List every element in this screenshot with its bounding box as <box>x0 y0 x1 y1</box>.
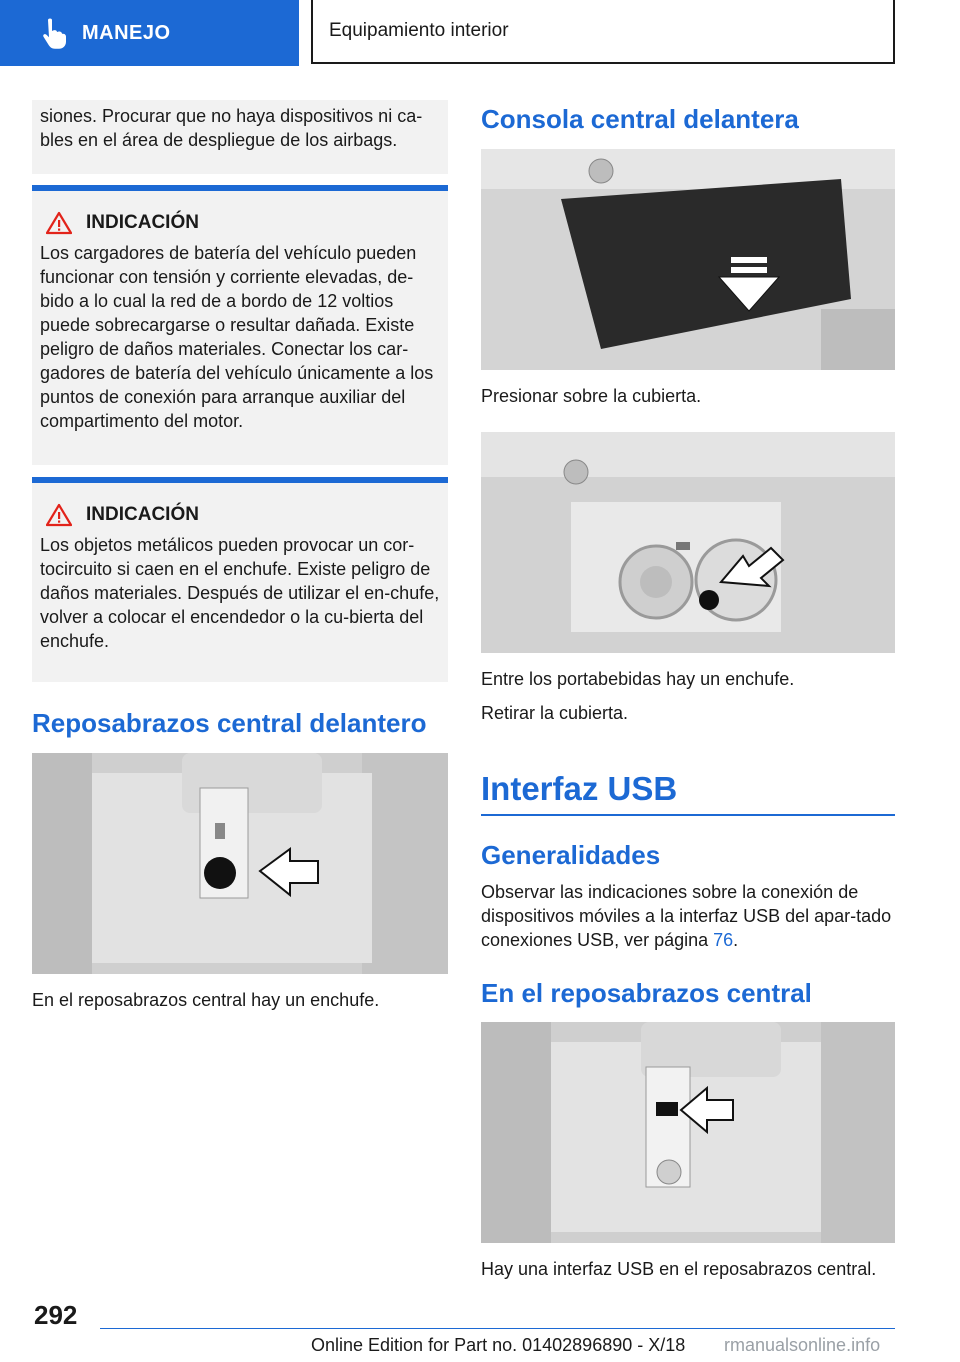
hand-pointer-icon <box>36 16 70 50</box>
usb-armrest-image <box>481 1022 895 1243</box>
chapter-heading: Interfaz USB <box>481 770 678 807</box>
armrest-socket-image <box>32 753 448 974</box>
chapter-title: Equipamiento interior <box>329 20 509 41</box>
notice-bar <box>32 185 448 191</box>
subsection-heading: Generalidades <box>481 840 661 870</box>
warning-icon <box>46 211 72 235</box>
console-socket-illustration <box>481 432 895 653</box>
notice-title-text: INDICACIÓN <box>86 212 199 233</box>
section-tab[interactable] <box>0 0 299 66</box>
general-text-body: Observar las indicaciones sobre la conexión de dispositivos móviles a la interfaz USB del apar-tado conexiones USB, ver página <box>481 882 892 950</box>
notice-title <box>40 503 440 527</box>
notice-text: Los objetos metálicos pueden provocar un cor-tocircuito si caen en el enchufe. Existe peligro de daños materiales. Después de utilizar el en-chufe, volver a colocar el encendedor o la cu-bierta del enchufe. <box>40 535 440 651</box>
footer-rule <box>100 1328 895 1329</box>
chapter-header <box>311 0 895 64</box>
continuation-text: siones. Procurar que no haya dispositivos ni ca-bles en el área de despliegue de los airbags. <box>40 106 423 150</box>
armrest-illustration <box>32 753 448 974</box>
heading-rule <box>481 814 895 816</box>
figure-caption: En el reposabrazos central hay un enchufe. <box>32 990 380 1010</box>
instruction-text: Retirar la cubierta. <box>481 703 629 723</box>
figure-caption: Presionar sobre la cubierta. <box>481 386 702 406</box>
notice-title-text: INDICACIÓN <box>86 504 199 525</box>
notice-box <box>32 477 448 682</box>
figure-caption: Hay una interfaz USB en el reposabrazos central. <box>481 1259 877 1279</box>
section-title: MANEJO <box>82 21 171 44</box>
notice-bar <box>32 477 448 483</box>
page-reference-link[interactable]: 76 <box>713 930 734 950</box>
figure-caption: Entre los portabebidas hay un enchufe. <box>481 669 795 689</box>
continuation-box <box>32 100 448 174</box>
warning-icon <box>46 503 72 527</box>
usb-armrest-illustration <box>481 1022 895 1243</box>
general-text <box>481 880 895 952</box>
page-number: 292 <box>34 1300 78 1330</box>
console-socket-image <box>481 432 895 653</box>
section-heading: Consola central delantera <box>481 104 799 134</box>
notice-text: Los cargadores de batería del vehículo pueden funcionar con tensión y corriente elevadas, de-bido a lo cual la red de a bordo de 12 voltios puede sobrecargarse o resultar dañada. Existe peligro de daños materiales. Conectar los car-gadores de batería del vehículo únicamente a los puntos de conexión para arranque auxiliar del compartimento del motor. <box>40 243 434 431</box>
console-cover-illustration <box>481 149 895 370</box>
notice-box <box>32 185 448 465</box>
edition-text: Online Edition for Part no. 01402896890 - X/18 <box>311 1335 686 1355</box>
watermark-text: rmanualsonline.info <box>724 1335 881 1355</box>
notice-title <box>40 211 440 235</box>
subsection-heading: En el reposabrazos central <box>481 978 812 1008</box>
general-text-end: . <box>733 930 739 950</box>
section-heading: Reposabrazos central delantero <box>32 708 427 738</box>
console-cover-image <box>481 149 895 370</box>
